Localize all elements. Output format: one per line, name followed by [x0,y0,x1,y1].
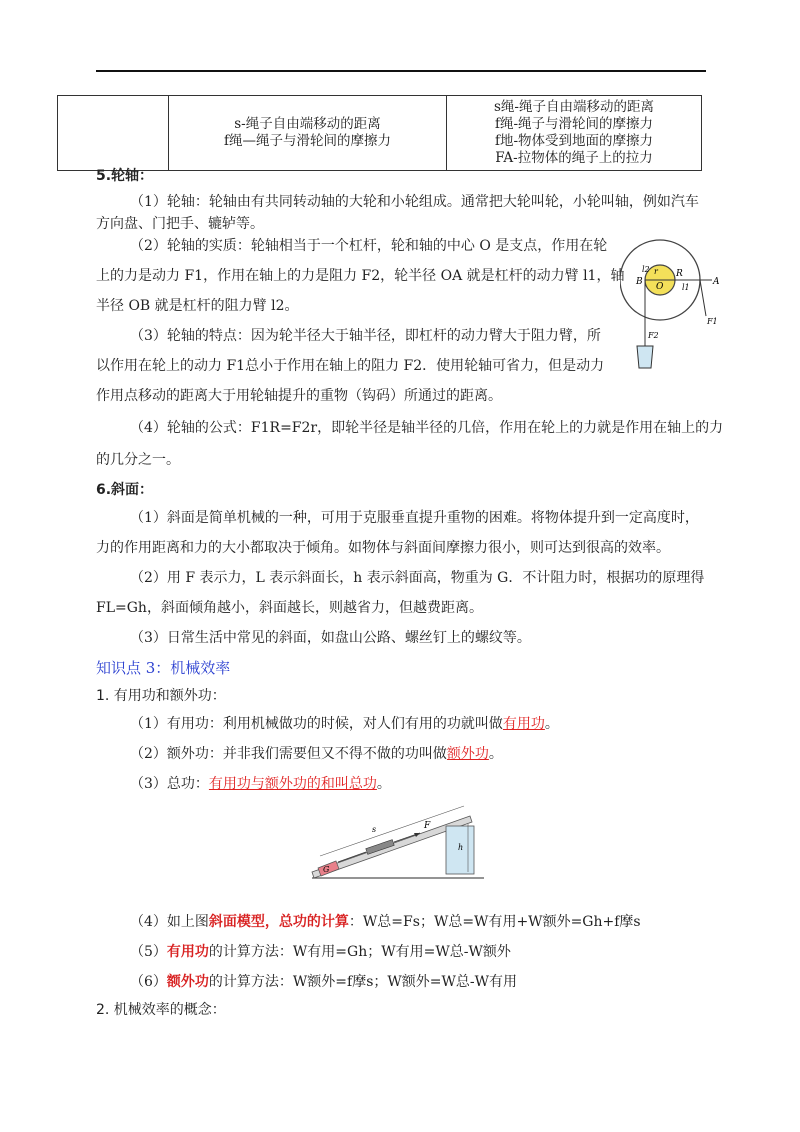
fig-label: F [424,821,431,831]
bucket-icon [637,346,653,368]
paragraph-line: （1）斜面是简单机械的一种，可用于克服垂直提升重物的困难。将物体提升到一定高度时， [130,510,699,526]
table-text: f地-物体受到地面的摩擦力 [494,133,654,149]
section-heading: 6.斜面： [96,482,154,498]
paragraph-line: 作用点移动的距离大于用轮轴提升的重物（钩码）所通过的距离。 [96,388,502,404]
item-text: （5） [130,944,167,960]
item-text: （2）额外功：并非我们需要但又不得不做的功叫做 [130,746,447,762]
paragraph-line: 上的力是动力 F1，作用在轴上的力是阻力 F2，轮半径 OA 就是杠杆的动力臂 l1，轴 [96,268,625,284]
wheel-axle-figure [620,234,720,378]
item-total-work [130,774,391,794]
table-cell-right [447,96,702,171]
section-heading: 1. 有用功和额外功： [96,688,226,704]
fig-label: A [713,277,720,287]
fig-label: r [654,267,658,276]
paragraph-line: 方向盘、门把手、辘轳等。 [96,216,264,232]
paragraph-line: （3）轮轴的特点：因为轮半径大于轴半径，即杠杆的动力臂大于阻力臂，所 [130,328,601,344]
force-line [700,280,706,316]
table-text: s绳-绳子自由端移动的距离 [494,99,654,115]
item-text: （6） [130,974,167,990]
fig-label: F1 [707,317,718,326]
table-cell-middle [169,96,447,171]
fig-label: R [676,269,683,279]
paragraph-line: FL=Gh，斜面倾角越小，斜面越长，则越省力，但越费距离。 [96,600,483,616]
table-text: f绳—绳子与滑轮间的摩擦力 [224,133,391,149]
table-text: FA-拉物体的绳子上的拉力 [495,150,653,166]
paragraph-line: （2）轮轴的实质：轮轴相当于一个杠杆，轮和轴的中心 O 是支点，作用在轮 [130,238,608,254]
fig-label: F2 [648,331,659,340]
item-text: （3）总功： [130,776,209,792]
paragraph-line: （1）轮轴：轮轴由有共同转动轴的大轮和小轮组成。通常把大轮叫轮，小轮叫轴，例如汽车 [130,194,699,210]
item-total-work-formula [130,912,641,932]
item-text: 。 [488,746,503,762]
fig-label: s [372,825,377,834]
key-term: 额外功 [446,746,489,762]
fig-label: G [323,865,330,874]
key-term: 斜面模型，总功的计算 [208,914,349,930]
paragraph-line: 力的作用距离和力的大小都取决于倾角。如物体与斜面间摩擦力很小，则可达到很高的效率。 [96,540,670,556]
table-text: s-绳子自由端移动的距离 [234,116,381,132]
fig-label: h [458,843,464,852]
paragraph-line: （2）用 F 表示力，L 表示斜面长，h 表示斜面高，物重为 G．不计阻力时，根据功的原理得 [130,570,705,586]
fig-label: O [656,282,664,292]
fig-label: l1 [682,283,690,292]
item-text: ：W总=Fs；W总=W有用+W额外=Gh+f摩s [348,914,641,930]
paragraph-line: （4）轮轴的公式：F1R=F2r，即轮半径是轴半径的几倍，作用在轮上的力就是作用在轴上的力 [130,420,724,436]
item-extra-work-formula [130,972,517,992]
fig-label: B [636,277,643,287]
key-term: 额外功 [166,974,209,990]
item-useful-work-formula [130,942,511,962]
item-text: 的计算方法：W有用=Gh；W有用=W总-W额外 [208,944,511,960]
incline-figure [308,800,492,882]
item-text: 。 [544,716,559,732]
key-term: 有用功 [166,944,209,960]
table-cell-empty [58,96,169,171]
item-text: 的计算方法：W额外=f摩s；W额外=W总-W有用 [208,974,518,990]
paragraph-line: （3）日常生活中常见的斜面，如盘山公路、螺丝钉上的螺纹等。 [130,630,531,646]
item-useful-work [130,714,559,734]
key-term: 有用功 [502,716,545,732]
knowledge-point-title: 知识点 3：机械效率 [96,659,231,677]
comparison-table [57,95,702,171]
paragraph-line: 以作用在轮上的动力 F1总小于作用在轴上的阻力 F2．使用轮轴可省力，但是动力 [96,358,605,374]
section-heading: 2. 机械效率的概念： [96,1002,226,1018]
item-text: （1）有用功：利用机械做功的时候，对人们有用的功就叫做 [130,716,503,732]
item-text: （4）如上图 [130,914,209,930]
key-term: 有用功与额外功的和叫总功 [208,776,377,792]
paragraph-line: 的几分之一。 [96,452,180,468]
table-text: f绳-绳子与滑轮间的摩擦力 [494,116,654,132]
header-rule [96,70,706,72]
item-extra-work [130,744,503,764]
paragraph-line: 半径 OB 就是杠杆的阻力臂 l2。 [96,298,299,314]
section-heading: 5.轮轴： [96,168,154,184]
fig-label: l2 [642,265,650,274]
item-text: 。 [376,776,391,792]
